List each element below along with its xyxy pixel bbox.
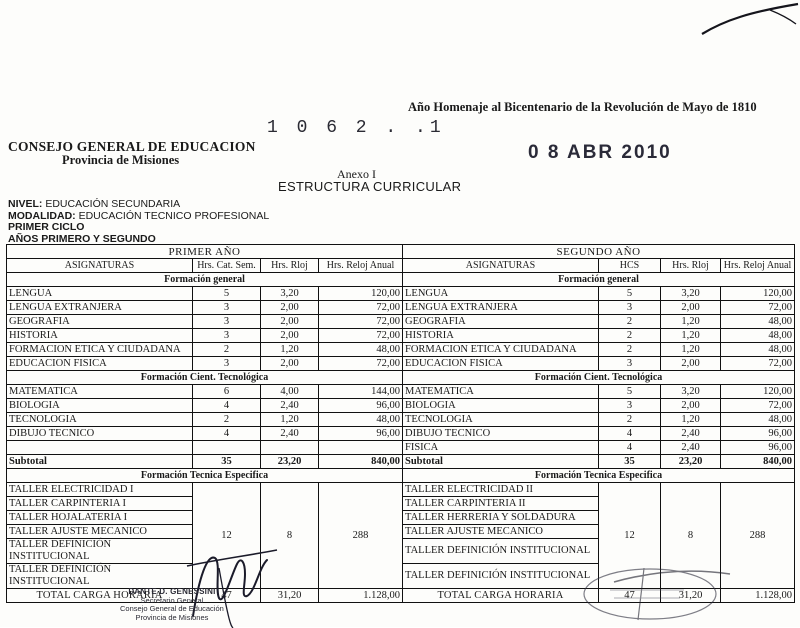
table-row [7, 287, 795, 301]
subject-name: GEOGRAFIA [403, 315, 599, 329]
tecnica-hrl-year1: 8 [261, 483, 319, 589]
subject-anual: 48,00 [721, 343, 795, 357]
signature-org: Consejo General de Educación [120, 604, 224, 614]
subject-anual: 120,00 [319, 287, 403, 301]
subject-name: FORMACION ETICA Y CIUDADANA [403, 343, 599, 357]
col-year1-hcs: Hrs. Cat. Sem. [193, 259, 261, 273]
subject-name: LENGUA [403, 287, 599, 301]
total-anual-year1: 1.128,00 [319, 589, 403, 603]
curriculum-table [6, 244, 795, 603]
table-row-column-headers [7, 259, 795, 273]
anios-value: AÑOS PRIMERO Y SEGUNDO [8, 232, 156, 245]
subject-anual: 72,00 [721, 301, 795, 315]
subject-hrl: 2,00 [661, 357, 721, 371]
subject-name: LENGUA [7, 287, 193, 301]
table-row [7, 385, 795, 399]
subtotal-hrl-year1: 23,20 [261, 455, 319, 469]
workshop-name: TALLER CARPINTERIA II [403, 497, 599, 511]
subject-name: LENGUA EXTRANJERA [7, 301, 193, 315]
signature-province: Provincia de Misiones [135, 612, 209, 622]
subject-hcs: 3 [599, 301, 661, 315]
subject-name: GEOGRAFIA [7, 315, 193, 329]
table-row [7, 413, 795, 427]
subject-hrl: 2,40 [661, 427, 721, 441]
subject-anual: 144,00 [319, 385, 403, 399]
subject-name: TECNOLOGIA [7, 413, 193, 427]
total-label-year2: TOTAL CARGA HORARIA [403, 589, 599, 603]
workshop-name: TALLER ELECTRICIDAD II [403, 483, 599, 497]
subject-anual: 48,00 [319, 413, 403, 427]
workshop-name: TALLER DEFINICIÓN INSTITUCIONAL [7, 564, 193, 589]
subject-hcs: 2 [599, 413, 661, 427]
total-hcs-year1: 47 [193, 589, 261, 603]
page-title: ESTRUCTURA CURRICULAR [278, 179, 462, 194]
subject-anual: 72,00 [319, 315, 403, 329]
subject-anual: 96,00 [721, 427, 795, 441]
tecnica-hcs-year1: 12 [193, 483, 261, 589]
col-year1-anual: Hrs. Reloj Anual [319, 259, 403, 273]
subject-hrl: 1,20 [661, 329, 721, 343]
subject-name: HISTORIA [7, 329, 193, 343]
year2-header: SEGUNDO AÑO [403, 245, 795, 259]
subtotal-hcs-year1: 35 [193, 455, 261, 469]
subject-hrl: 2,00 [661, 301, 721, 315]
subject-hrl: 1,20 [261, 343, 319, 357]
col-year2-asignaturas: ASIGNATURAS [403, 259, 599, 273]
total-hrl-year1: 31,20 [261, 589, 319, 603]
subject-hrl: 2,00 [661, 399, 721, 413]
workshop-name: TALLER AJUSTE MECANICO [403, 525, 599, 539]
subject-name: EDUCACION FISICA [403, 357, 599, 371]
subject-hcs: 6 [193, 385, 261, 399]
modalidad-label: MODALIDAD: [8, 209, 76, 222]
subject-hrl: 1,20 [261, 413, 319, 427]
subject-name: DIBUJO TECNICO [7, 427, 193, 441]
subject-name: FORMACION ETICA Y CIUDADANA [7, 343, 193, 357]
stamp-date: 0 8 ABR 2010 [528, 142, 672, 163]
section-general-year2: Formación general [403, 273, 795, 287]
subject-hrl: 2,00 [261, 329, 319, 343]
tecnica-anual-year1: 288 [319, 483, 403, 589]
subject-anual: 96,00 [319, 399, 403, 413]
subject-hrl: 2,00 [261, 315, 319, 329]
subject-anual: 72,00 [721, 399, 795, 413]
subject-name: MATEMATICA [7, 385, 193, 399]
subject-hcs: 2 [599, 315, 661, 329]
subject-anual: 48,00 [319, 343, 403, 357]
organization-name: CONSEJO GENERAL DE EDUCACION [8, 139, 256, 154]
col-year2-hrl: Hrs. Rloj [661, 259, 721, 273]
subject-hcs: 4 [193, 427, 261, 441]
total-hrl-year2: 31,20 [661, 589, 721, 603]
subject-name: TECNOLOGIA [403, 413, 599, 427]
table-row [7, 483, 795, 497]
subject-hrl: 1,20 [661, 315, 721, 329]
signature-name: DANTE D. GENESSINI [128, 587, 216, 596]
subtotal-label-year1: Subtotal [7, 455, 193, 469]
subject-hrl: 1,20 [661, 343, 721, 357]
table-row-section-cientifica [7, 371, 795, 385]
subject-anual-empty [319, 441, 403, 455]
tecnica-anual-year2: 288 [721, 483, 795, 589]
subject-name: EDUCACION FISICA [7, 357, 193, 371]
subject-hcs: 3 [599, 357, 661, 371]
subject-hrl: 2,40 [261, 399, 319, 413]
subject-anual: 48,00 [721, 315, 795, 329]
col-year1-asignaturas: ASIGNATURAS [7, 259, 193, 273]
subject-hrl: 3,20 [661, 287, 721, 301]
nivel-label: NIVEL: [8, 198, 43, 210]
subject-anual: 48,00 [721, 329, 795, 343]
total-hcs-year2: 47 [599, 589, 661, 603]
subtotal-hcs-year2: 35 [599, 455, 661, 469]
subject-anual: 96,00 [319, 427, 403, 441]
subject-hcs: 5 [193, 287, 261, 301]
table-row [7, 301, 795, 315]
table-row [7, 343, 795, 357]
subject-hcs: 3 [599, 399, 661, 413]
tecnica-hcs-year2: 12 [599, 483, 661, 589]
subject-hcs: 4 [599, 441, 661, 455]
workshop-name: TALLER DEFINICIÓN INSTITUCIONAL [403, 564, 599, 589]
subject-hrl: 3,20 [261, 287, 319, 301]
subject-anual: 48,00 [721, 413, 795, 427]
col-year1-hrl: Hrs. Rloj [261, 259, 319, 273]
subject-name: FISICA [403, 441, 599, 455]
col-year2-anual: Hrs. Reloj Anual [721, 259, 795, 273]
subject-hcs-empty [193, 441, 261, 455]
subject-hcs: 2 [193, 343, 261, 357]
section-cientifica-year2: Formación Cient. Tecnológica [403, 371, 795, 385]
table-row-subtotal [7, 455, 795, 469]
section-tecnica-year1: Formación Tecnica Especifica [7, 469, 403, 483]
organization-province: Provincia de Misiones [62, 153, 180, 167]
section-tecnica-year2: Formación Tecnica Especifica [403, 469, 795, 483]
subject-hrl-empty [261, 441, 319, 455]
signature-block [120, 588, 224, 622]
table-row-section-general [7, 273, 795, 287]
workshop-name: TALLER DEFINICIÓN INSTITUCIONAL [7, 539, 193, 564]
subject-hrl: 4,00 [261, 385, 319, 399]
subject-hrl: 1,20 [661, 413, 721, 427]
subject-hcs: 2 [599, 343, 661, 357]
ink-mark-top-right [700, 0, 800, 40]
document-meta [8, 199, 269, 245]
subject-anual: 72,00 [319, 357, 403, 371]
workshop-name: TALLER CARPINTERIA I [7, 497, 193, 511]
tecnica-hrl-year2: 8 [661, 483, 721, 589]
subject-name: MATEMATICA [403, 385, 599, 399]
subject-anual: 120,00 [721, 385, 795, 399]
subject-hcs: 4 [193, 399, 261, 413]
subject-hcs: 4 [599, 427, 661, 441]
nivel-value: EDUCACIÓN SECUNDARIA [45, 198, 181, 210]
total-anual-year2: 1.128,00 [721, 589, 795, 603]
table-row [7, 441, 795, 455]
subtotal-hrl-year2: 23,20 [661, 455, 721, 469]
workshop-name: TALLER HERRERIA Y SOLDADURA [403, 511, 599, 525]
modalidad-value: EDUCACIÓN TECNICO PROFESIONAL [78, 209, 270, 222]
subject-hrl: 2,00 [261, 357, 319, 371]
subject-hcs: 3 [193, 329, 261, 343]
subject-hrl: 2,40 [261, 427, 319, 441]
workshop-name: TALLER HOJALATERIA I [7, 511, 193, 525]
subject-anual: 96,00 [721, 441, 795, 455]
section-general-year1: Formación general [7, 273, 403, 287]
subject-hcs: 5 [599, 287, 661, 301]
subtotal-label-year2: Subtotal [403, 455, 599, 469]
workshop-name: TALLER DEFINICIÓN INSTITUCIONAL [403, 539, 599, 564]
anexo-label: Anexo I [337, 167, 376, 181]
stamp-number: 1 0 6 2 . .1 [267, 118, 445, 138]
subject-hrl: 3,20 [661, 385, 721, 399]
section-cientifica-year1: Formación Cient. Tecnológica [7, 371, 403, 385]
workshop-name: TALLER AJUSTE MECANICO [7, 525, 193, 539]
homenaje-heading: Año Homenaje al Bicentenario de la Revolución de Mayo de 1810 [408, 100, 757, 114]
subject-name: BIOLOGIA [7, 399, 193, 413]
subject-hcs: 3 [193, 357, 261, 371]
table-row [7, 315, 795, 329]
workshop-name: TALLER ELECTRICIDAD I [7, 483, 193, 497]
subject-hrl: 2,00 [261, 301, 319, 315]
subject-hrl: 2,40 [661, 441, 721, 455]
subtotal-anual-year1: 840,00 [319, 455, 403, 469]
subtotal-anual-year2: 840,00 [721, 455, 795, 469]
ciclo-value: PRIMER CICLO [8, 221, 85, 234]
table-row [7, 329, 795, 343]
table-row [7, 427, 795, 441]
subject-anual: 72,00 [319, 329, 403, 343]
table-row-year-headers [7, 245, 795, 259]
subject-name: DIBUJO TECNICO [403, 427, 599, 441]
subject-name: BIOLOGIA [403, 399, 599, 413]
table-row [7, 357, 795, 371]
table-row-section-tecnica [7, 469, 795, 483]
subject-name: HISTORIA [403, 329, 599, 343]
year1-header: PRIMER AÑO [7, 245, 403, 259]
table-row [7, 399, 795, 413]
subject-anual: 72,00 [721, 357, 795, 371]
subject-name-empty [7, 441, 193, 455]
total-label-year1: TOTAL CARGA HORARIA [7, 589, 193, 603]
subject-hcs: 2 [599, 329, 661, 343]
subject-anual: 72,00 [319, 301, 403, 315]
subject-hcs: 5 [599, 385, 661, 399]
subject-hcs: 2 [193, 413, 261, 427]
col-year2-hcs: HCS [599, 259, 661, 273]
subject-hcs: 3 [193, 301, 261, 315]
subject-hcs: 3 [193, 315, 261, 329]
signature-role: Secretario General [140, 595, 204, 605]
subject-name: LENGUA EXTRANJERA [403, 301, 599, 315]
subject-anual: 120,00 [721, 287, 795, 301]
